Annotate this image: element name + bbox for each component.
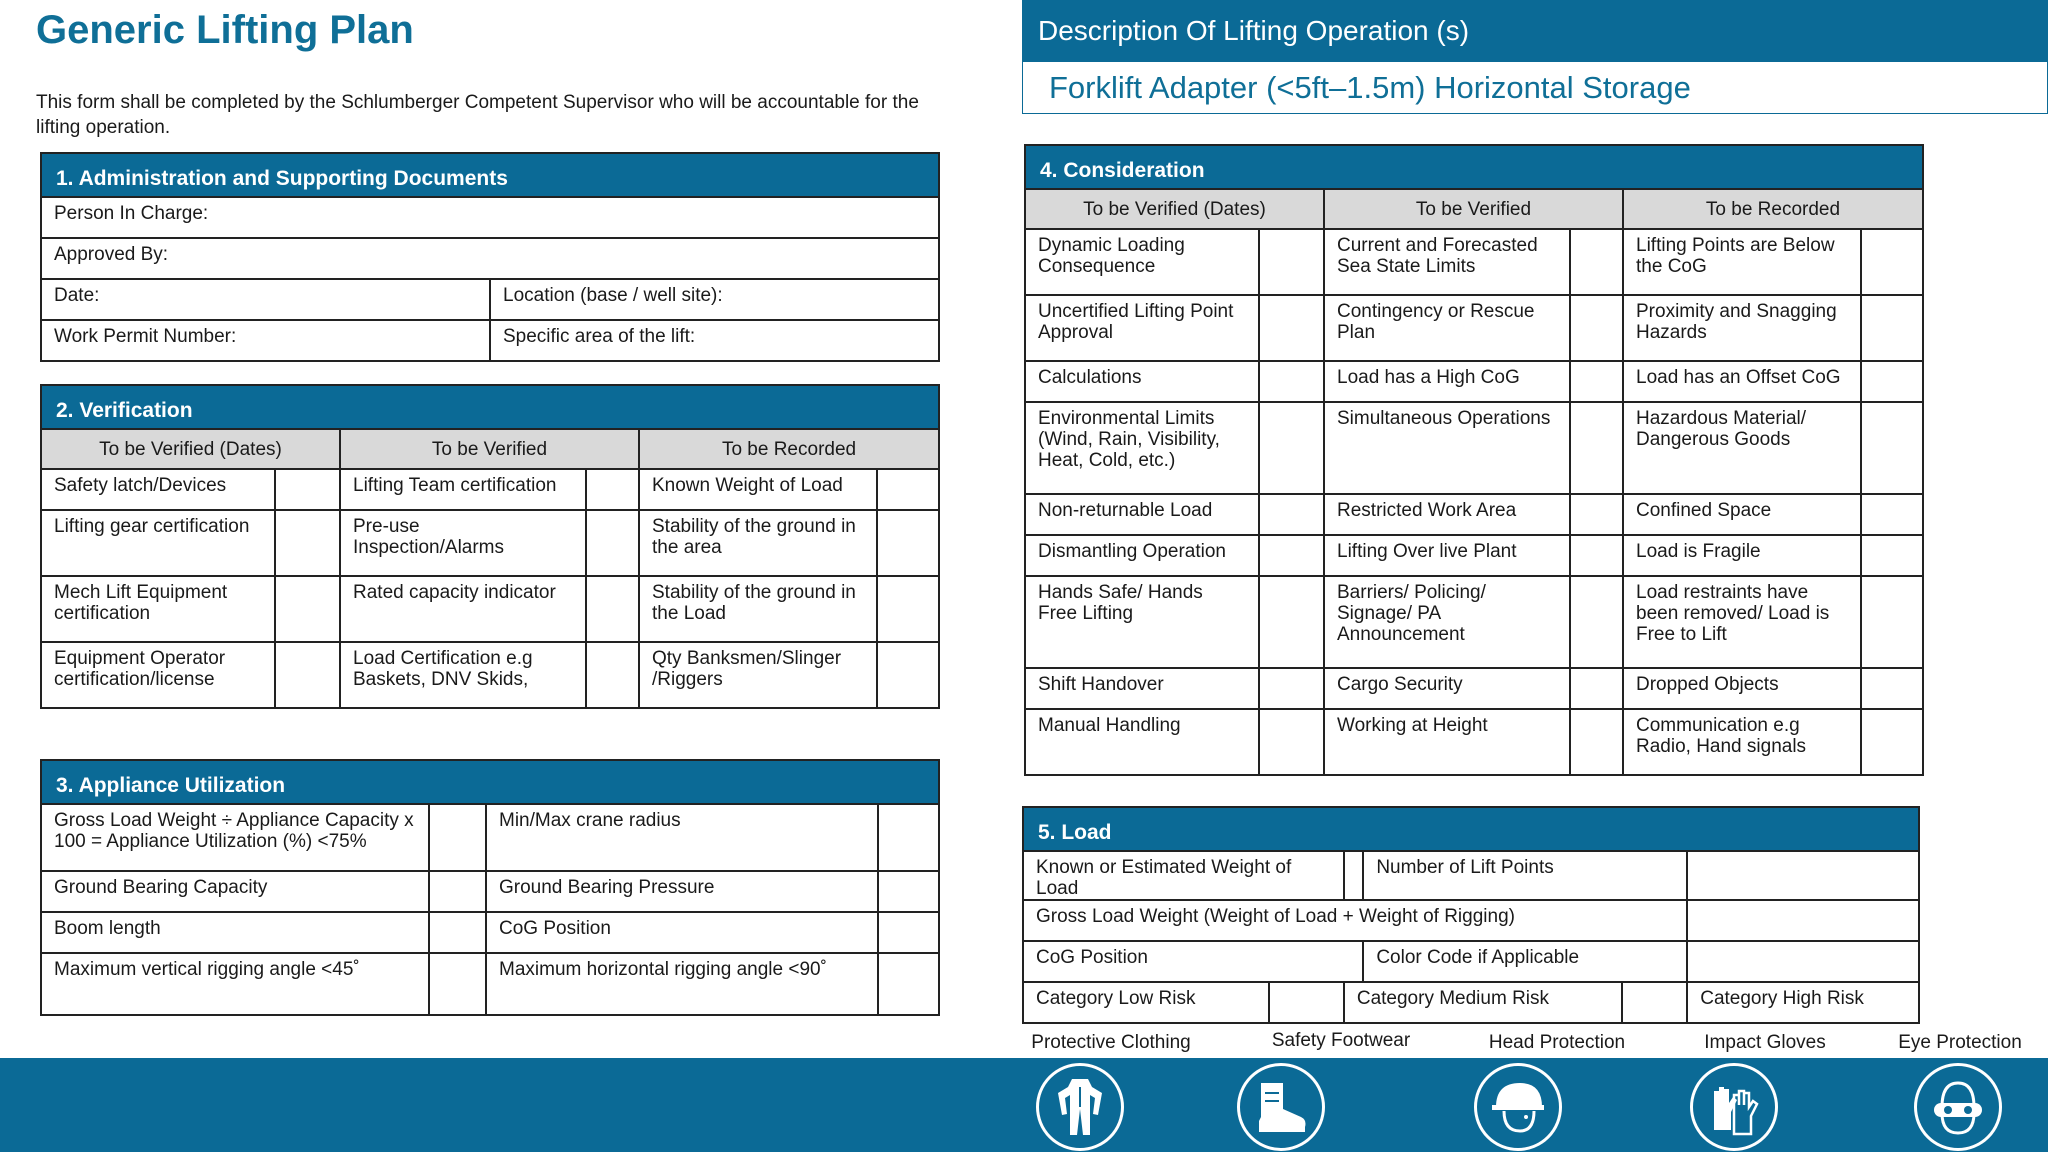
check-label: Working at Height — [1324, 709, 1570, 775]
check-label: Load has a High CoG — [1324, 361, 1570, 402]
intro-text: This form shall be completed by the Schlumberger Competent Supervisor who will be accountable for the lifting operation. — [36, 92, 919, 138]
description-value[interactable]: Forklift Adapter (<5ft–1.5m) Horizontal Storage — [1022, 62, 2048, 114]
check-box[interactable] — [1570, 668, 1623, 709]
check-label: Mech Lift Equipment certification — [41, 576, 275, 642]
table-row — [1025, 535, 1923, 576]
consideration-header: 4. Consideration — [1025, 145, 1923, 189]
ppe-label: Head Protection — [1488, 1032, 1626, 1053]
check-box[interactable] — [1259, 295, 1324, 361]
check-box[interactable] — [1570, 535, 1623, 576]
table-row — [41, 912, 939, 953]
check-box[interactable] — [1259, 576, 1324, 668]
table-row — [41, 510, 939, 576]
table-row — [1025, 668, 1923, 709]
check-label: Current and Forecasted Sea State Limits — [1324, 229, 1570, 295]
cog-label: CoG Position — [1023, 941, 1363, 982]
ppe-label: Protective Clothing — [1031, 1032, 1191, 1053]
value-box[interactable] — [429, 871, 486, 912]
check-label: Uncertified Lifting Point Approval — [1025, 295, 1259, 361]
value-box[interactable] — [429, 804, 486, 871]
ppe-label: Impact Gloves — [1704, 1032, 1826, 1053]
table-row — [1025, 402, 1923, 494]
table-row — [41, 804, 939, 871]
specific-area-field[interactable]: Specific area of the lift: — [490, 320, 939, 361]
check-label: Lifting Team certification — [340, 469, 586, 510]
check-label: Boom length — [41, 912, 429, 953]
consideration-table — [1024, 144, 1924, 776]
check-label: Safety latch/Devices — [41, 469, 275, 510]
check-label: Pre-use Inspection/Alarms — [340, 510, 586, 576]
check-box[interactable] — [1861, 668, 1923, 709]
check-box[interactable] — [1570, 709, 1623, 775]
admin-table — [40, 152, 940, 362]
check-box[interactable] — [1861, 361, 1923, 402]
check-label: Environmental Limits (Wind, Rain, Visibility, Heat, Cold, etc.) — [1025, 402, 1259, 494]
check-label: Hands Safe/ Hands Free Lifting — [1025, 576, 1259, 668]
check-box[interactable] — [1259, 535, 1324, 576]
check-box[interactable] — [1570, 361, 1623, 402]
ppe-label: Eye Protection — [1898, 1032, 2022, 1053]
table-row — [1025, 576, 1923, 668]
location-field[interactable]: Location (base / well site): — [490, 279, 939, 320]
table-row — [1025, 229, 1923, 295]
low-risk-label: Category Low Risk — [1023, 982, 1269, 1023]
check-label: Shift Handover — [1025, 668, 1259, 709]
check-label: Min/Max crane radius — [486, 804, 878, 871]
work-permit-field[interactable]: Work Permit Number: — [41, 320, 490, 361]
check-label: Stability of the ground in the Load — [639, 576, 877, 642]
check-label: Stability of the ground in the area — [639, 510, 877, 576]
value-box[interactable] — [429, 953, 486, 1015]
check-label: Confined Space — [1623, 494, 1861, 535]
gross-weight-label: Gross Load Weight (Weight of Load + Weight of Rigging) — [1023, 900, 1687, 941]
check-label: Rated capacity indicator — [340, 576, 586, 642]
helmet-icon — [1474, 1063, 1562, 1151]
person-in-charge-field[interactable]: Person In Charge: — [41, 197, 939, 238]
value-box[interactable] — [1687, 900, 1919, 941]
table-row — [1025, 494, 1923, 535]
page-title: Generic Lifting Plan — [36, 8, 414, 52]
table-row — [41, 953, 939, 1015]
check-label: Dropped Objects — [1623, 668, 1861, 709]
boot-icon — [1237, 1063, 1325, 1151]
check-box[interactable] — [877, 469, 939, 510]
high-risk-label: Category High Risk — [1687, 982, 1919, 1023]
check-label: Qty Banksmen/Slinger /Riggers — [639, 642, 877, 708]
check-label: Restricted Work Area — [1324, 494, 1570, 535]
value-box[interactable] — [429, 912, 486, 953]
check-label: Load has an Offset CoG — [1623, 361, 1861, 402]
column-header: To be Recorded — [639, 429, 939, 469]
check-label: Contingency or Rescue Plan — [1324, 295, 1570, 361]
check-box[interactable] — [1259, 494, 1324, 535]
known-weight-label: Known or Estimated Weight of Load — [1023, 851, 1344, 900]
check-label: Ground Bearing Pressure — [486, 871, 878, 912]
check-box[interactable] — [1259, 668, 1324, 709]
lift-points-label: Number of Lift Points — [1363, 851, 1687, 900]
check-box[interactable] — [586, 469, 639, 510]
check-label: Ground Bearing Capacity — [41, 871, 429, 912]
value-box[interactable] — [1344, 851, 1363, 900]
check-box[interactable] — [877, 510, 939, 576]
table-row — [1025, 295, 1923, 361]
column-header: To be Recorded — [1623, 189, 1923, 229]
check-box[interactable] — [1259, 402, 1324, 494]
check-box[interactable] — [1861, 402, 1923, 494]
color-code-label: Color Code if Applicable — [1363, 941, 1687, 982]
check-label: Proximity and Snagging Hazards — [1623, 295, 1861, 361]
value-box[interactable] — [878, 871, 939, 912]
column-header: To be Verified (Dates) — [41, 429, 340, 469]
check-box[interactable] — [275, 469, 340, 510]
check-box[interactable] — [1622, 982, 1688, 1023]
check-box[interactable] — [275, 642, 340, 708]
check-label: Load Certification e.g Baskets, DNV Skids, — [340, 642, 586, 708]
column-header: To be Verified — [1324, 189, 1623, 229]
check-label: Dismantling Operation — [1025, 535, 1259, 576]
check-box[interactable] — [275, 576, 340, 642]
load-header: 5. Load — [1023, 807, 1919, 851]
value-box[interactable] — [1687, 941, 1919, 982]
check-label: Load is Fragile — [1623, 535, 1861, 576]
check-label: Maximum horizontal rigging angle <90˚ — [486, 953, 878, 1015]
value-box[interactable] — [878, 912, 939, 953]
table-row — [1025, 361, 1923, 402]
check-box[interactable] — [1861, 229, 1923, 295]
verification-table — [40, 384, 940, 709]
check-label: Manual Handling — [1025, 709, 1259, 775]
check-box[interactable] — [1570, 229, 1623, 295]
check-box[interactable] — [1861, 494, 1923, 535]
check-label: Known Weight of Load — [639, 469, 877, 510]
check-box[interactable] — [586, 576, 639, 642]
check-box[interactable] — [1570, 295, 1623, 361]
check-box[interactable] — [586, 642, 639, 708]
value-box[interactable] — [1687, 851, 1919, 900]
check-label: Barriers/ Policing/ Signage/ PA Announcement — [1324, 576, 1570, 668]
check-label: Cargo Security — [1324, 668, 1570, 709]
table-row — [41, 469, 939, 510]
table-row — [1025, 709, 1923, 775]
coverall-icon — [1036, 1063, 1124, 1151]
table-row — [41, 871, 939, 912]
gloves-icon — [1690, 1063, 1778, 1151]
ppe-label: Safety Footwear — [1271, 1030, 1411, 1051]
medium-risk-label: Category Medium Risk — [1344, 982, 1622, 1023]
check-label: Maximum vertical rigging angle <45˚ — [41, 953, 429, 1015]
check-box[interactable] — [1259, 229, 1324, 295]
check-label: Gross Load Weight ÷ Appliance Capacity x 100 = Appliance Utilization (%) <75% — [41, 804, 429, 871]
check-box[interactable] — [1861, 535, 1923, 576]
description-header: Description Of Lifting Operation (s) — [1022, 0, 2048, 62]
check-box[interactable] — [1259, 709, 1324, 775]
check-label: Calculations — [1025, 361, 1259, 402]
check-box[interactable] — [586, 510, 639, 576]
check-box[interactable] — [1861, 709, 1923, 775]
appliance-table — [40, 759, 940, 1016]
check-label: Lifting Over live Plant — [1324, 535, 1570, 576]
goggles-icon — [1914, 1063, 2002, 1151]
check-box[interactable] — [1861, 295, 1923, 361]
check-label: Simultaneous Operations — [1324, 402, 1570, 494]
verification-header: 2. Verification — [41, 385, 939, 429]
check-box[interactable] — [1259, 361, 1324, 402]
check-box[interactable] — [1570, 402, 1623, 494]
check-box[interactable] — [1570, 494, 1623, 535]
table-row — [41, 642, 939, 708]
column-header: To be Verified (Dates) — [1025, 189, 1324, 229]
value-box[interactable] — [878, 804, 939, 871]
check-label: Equipment Operator certification/license — [41, 642, 275, 708]
check-label: Communication e.g Radio, Hand signals — [1623, 709, 1861, 775]
check-box[interactable] — [877, 576, 939, 642]
check-label: Lifting gear certification — [41, 510, 275, 576]
check-box[interactable] — [1570, 576, 1623, 668]
check-label: Hazardous Material/ Dangerous Goods — [1623, 402, 1861, 494]
date-field[interactable]: Date: — [41, 279, 490, 320]
check-label: Load restraints have been removed/ Load is Free to Lift — [1623, 576, 1861, 668]
check-label: Non-returnable Load — [1025, 494, 1259, 535]
check-label: CoG Position — [486, 912, 878, 953]
column-header: To be Verified — [340, 429, 639, 469]
table-row — [41, 576, 939, 642]
check-box[interactable] — [1269, 982, 1344, 1023]
load-table — [1022, 806, 1920, 1024]
check-box[interactable] — [275, 510, 340, 576]
value-box[interactable] — [878, 953, 939, 1015]
check-box[interactable] — [877, 642, 939, 708]
check-box[interactable] — [1861, 576, 1923, 668]
admin-header: 1. Administration and Supporting Documents — [41, 153, 939, 197]
check-label: Lifting Points are Below the CoG — [1623, 229, 1861, 295]
check-label: Dynamic Loading Consequence — [1025, 229, 1259, 295]
approved-by-field[interactable]: Approved By: — [41, 238, 939, 279]
appliance-header: 3. Appliance Utilization — [41, 760, 939, 804]
